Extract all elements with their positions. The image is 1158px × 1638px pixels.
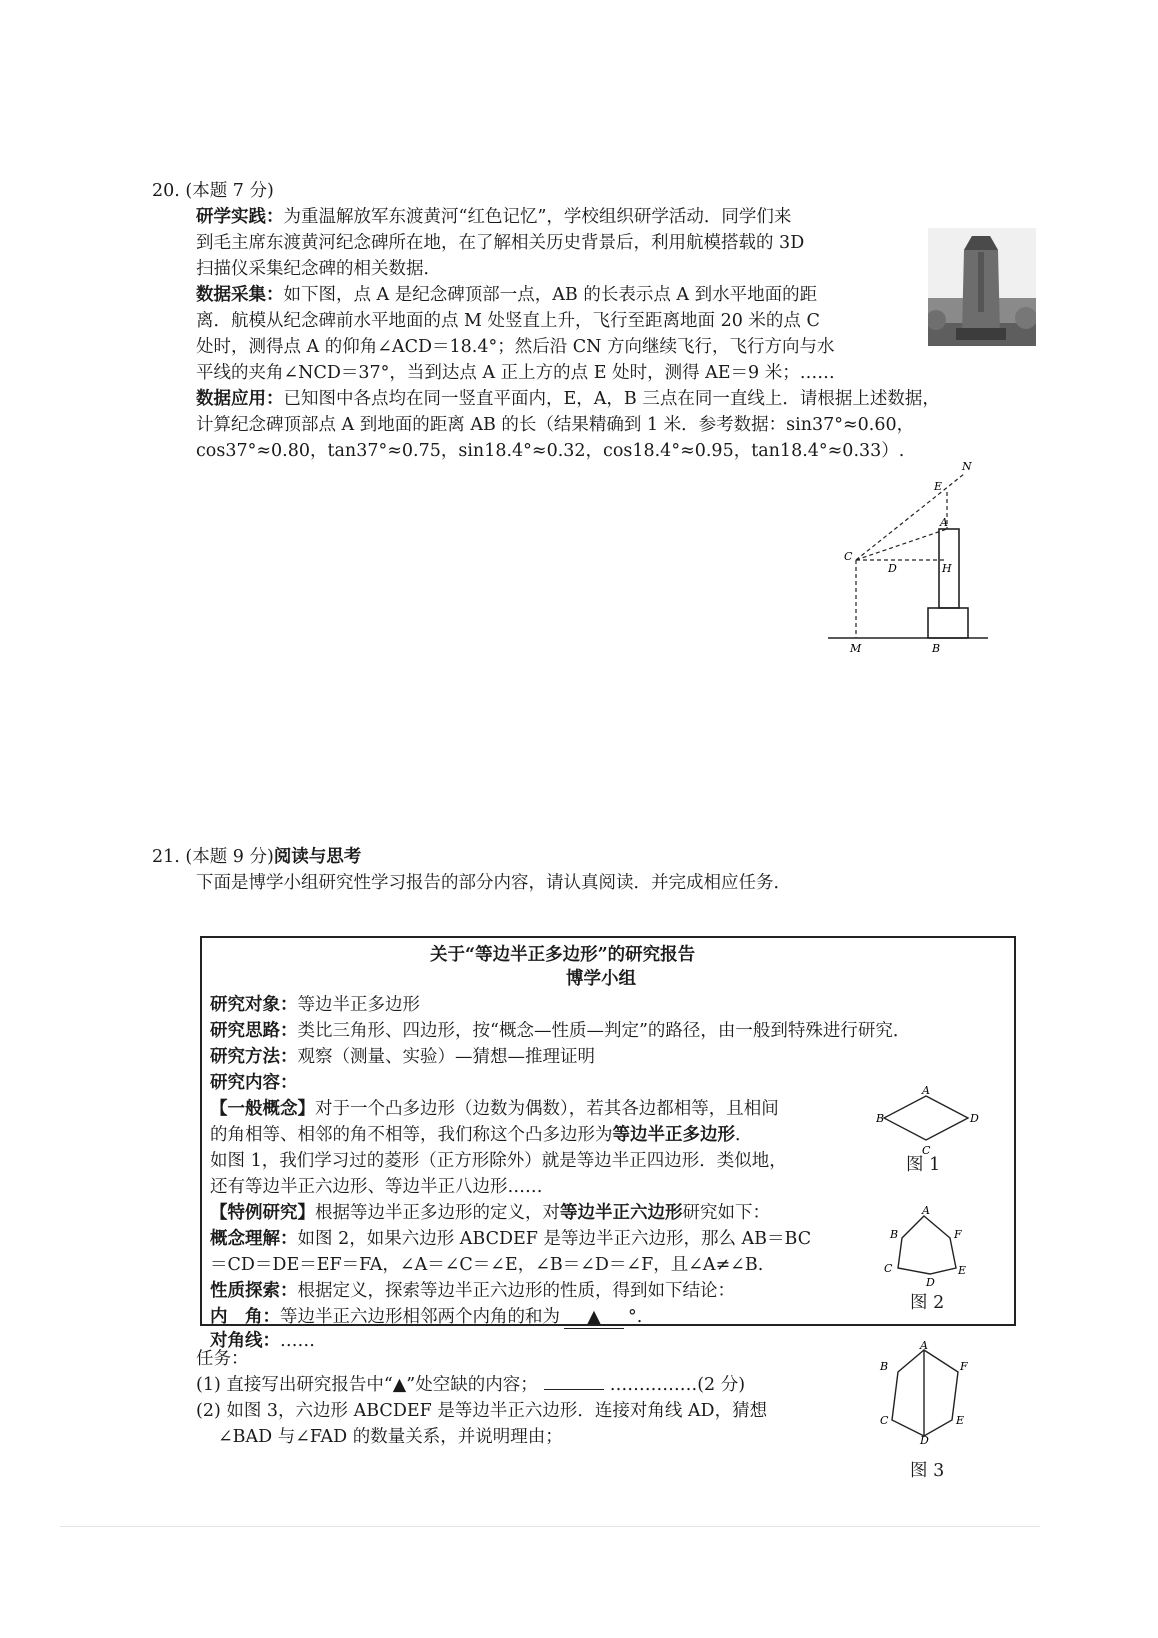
fig3-label-E: E — [956, 1414, 965, 1427]
fig2-label-B: B — [890, 1228, 899, 1241]
general-label: 【一般概念】 — [210, 1099, 315, 1119]
q20-practice-line2: 到毛主席东渡黄河纪念碑所在地，在了解相关历史背景后，利用航模搭载的 3D — [196, 233, 805, 253]
special-label: 【特例研究】 — [210, 1203, 315, 1223]
q21-header — [152, 846, 361, 868]
property-text: 根据定义，探索等边半正六边形的性质，得到如下结论： — [297, 1281, 735, 1301]
q20-figure — [812, 456, 1012, 656]
task2-line1: (2) 如图 3，六边形 ABCDEF 是等边半正六边形．连接对角线 AD，猜想 — [196, 1401, 768, 1421]
property-label: 性质探索： — [210, 1281, 298, 1301]
fig3-label-F: F — [960, 1360, 968, 1373]
general-line3: 如图 1，我们学习过的菱形（正方形除外）就是等边半正四边形．类似地， — [210, 1151, 787, 1171]
angle-text: 等边半正六边形相邻两个内角的和为 — [280, 1307, 560, 1327]
angle-blank: ▲ — [564, 1306, 624, 1329]
angle-unit: °. — [628, 1307, 643, 1327]
q20-collect-line2: 离．航模从纪念碑前水平地面的点 M 处竖直上升，飞行至距离地面 20 米的点 C — [196, 311, 820, 331]
method-text: 观察（测量、实验）—猜想—推理证明 — [297, 1047, 595, 1067]
fig2-label-F: F — [954, 1228, 962, 1241]
special-text-c: 研究如下： — [682, 1203, 770, 1223]
fig1-caption: 图 1 — [906, 1155, 941, 1175]
fig1-label-D: D — [970, 1112, 979, 1125]
fig2-label-D: D — [926, 1276, 935, 1289]
task1-dots: …………… — [609, 1375, 698, 1395]
q21-intro: 下面是博学小组研究性学习报告的部分内容，请认真阅读．并完成相应任务． — [196, 873, 791, 893]
q20-collect-line1 — [196, 284, 817, 306]
report-content-label: 研究内容： — [210, 1073, 298, 1093]
fig2-label-C: C — [884, 1262, 893, 1275]
fig2-caption: 图 2 — [910, 1293, 945, 1313]
special-line — [210, 1202, 770, 1224]
label-A: A — [940, 516, 948, 529]
label-M: M — [850, 642, 862, 655]
scan-edge-line — [60, 1526, 1040, 1527]
concept-line1 — [210, 1228, 811, 1250]
obj-text: 等边半正多边形 — [297, 995, 420, 1015]
fig3-label-A: A — [920, 1340, 928, 1352]
task1-answer-blank[interactable] — [544, 1389, 604, 1390]
q20-header: 20. (本题 7 分) — [152, 181, 274, 201]
q20-apply-text1: 已知图中各点均在同一竖直平面内，E，A，B 三点在同一直线上．请根据上述数据， — [283, 389, 940, 409]
q20-practice-label: 研学实践： — [196, 207, 284, 227]
task2-line2: ∠BAD 与∠FAD 的数量关系，并说明理由； — [218, 1427, 563, 1447]
obj-label: 研究对象： — [210, 995, 298, 1015]
fig2-hexagon — [880, 1206, 980, 1290]
report-title: 关于“等边半正多边形”的研究报告 — [430, 945, 696, 965]
q20-collect-line4: 平线的夹角∠NCD＝37°，当到达点 A 正上方的点 E 处时，测得 AE＝9 米；…… — [196, 363, 835, 383]
monument-photo — [928, 228, 1036, 346]
fig1-label-A: A — [922, 1086, 930, 1097]
method-label: 研究方法： — [210, 1047, 298, 1067]
angle-label: 内 角： — [210, 1307, 280, 1327]
fig3-caption: 图 3 — [910, 1461, 945, 1481]
fig1-label-C: C — [922, 1144, 931, 1157]
q20-collect-label: 数据采集： — [196, 285, 284, 305]
property-line — [210, 1280, 735, 1302]
fig3-hexagon — [874, 1340, 984, 1444]
fig2-label-A: A — [922, 1206, 930, 1217]
general-text2b: 等边半正多边形 — [612, 1125, 735, 1145]
q20-apply-line2: 计算纪念碑顶部点 A 到地面的距离 AB 的长（结果精确到 1 米．参考数据：sin37°≈0.60， — [196, 415, 915, 435]
label-N: N — [962, 460, 972, 473]
task1-line — [196, 1374, 745, 1396]
concept-line2: ＝CD＝DE＝EF＝FA，∠A＝∠C＝∠E，∠B＝∠D＝∠F，且∠A≠∠B. — [210, 1255, 764, 1275]
task1-text: (1) 直接写出研究报告中“▲”处空缺的内容； — [196, 1375, 538, 1395]
q20-apply-label: 数据应用： — [196, 389, 284, 409]
label-B: B — [932, 642, 941, 655]
fig3-label-D: D — [920, 1434, 929, 1444]
fig2-label-E: E — [958, 1264, 967, 1277]
report-method — [210, 1046, 595, 1068]
fig3-label-B: B — [880, 1360, 889, 1373]
task-label: 任务： — [196, 1349, 249, 1369]
concept-label: 概念理解： — [210, 1229, 298, 1249]
q20-practice-line1 — [196, 206, 791, 228]
diag-text: …… — [280, 1331, 315, 1351]
label-C: C — [844, 550, 853, 563]
special-text-a: 根据等边半正多边形的定义，对 — [315, 1203, 560, 1223]
report-group: 博学小组 — [566, 969, 636, 989]
q20-collect-text1: 如下图，点 A 是纪念碑顶部一点，AB 的长表示点 A 到水平地面的距 — [283, 285, 818, 305]
q20-collect-line3: 处时，测得点 A 的仰角∠ACD＝18.4°；然后沿 CN 方向继续飞行，飞行方向与水 — [196, 337, 835, 357]
general-line1 — [210, 1098, 779, 1120]
report-object — [210, 994, 420, 1016]
angle-line — [210, 1306, 642, 1329]
label-E: E — [934, 480, 943, 493]
q20-practice-text1: 为重温解放军东渡黄河“红色记忆”，学校组织研学活动．同学们来 — [283, 207, 792, 227]
general-text2c: ． — [735, 1125, 753, 1145]
q21-header-title: 阅读与思考 — [273, 847, 362, 867]
diag-label: 对角线： — [210, 1331, 280, 1351]
q20-practice-line3: 扫描仪采集纪念碑的相关数据． — [196, 259, 441, 279]
task1-score: (2 分) — [697, 1375, 746, 1395]
idea-text: 类比三角形、四边形，按“概念—性质—判定”的路径，由一般到特殊进行研究． — [297, 1021, 911, 1041]
ca-dashed — [856, 529, 947, 560]
idea-label: 研究思路： — [210, 1021, 298, 1041]
general-line2 — [210, 1124, 753, 1146]
label-H: H — [942, 562, 952, 575]
general-line4: 还有等边半正六边形、等边半正八边形…… — [210, 1177, 543, 1197]
concept-text1: 如图 2，如果六边形 ABCDEF 是等边半正六边形，那么 AB＝BC — [297, 1229, 812, 1249]
general-text1: 对于一个凸多边形（边数为偶数），若其各边都相等，且相间 — [315, 1099, 779, 1119]
report-idea — [210, 1020, 910, 1042]
fig1-label-B: B — [876, 1112, 885, 1125]
fig3-label-C: C — [880, 1414, 889, 1427]
label-D: D — [888, 562, 897, 575]
monument-base — [928, 608, 968, 638]
q20-apply-line1 — [196, 388, 940, 410]
general-text2a: 的角相等、相邻的角不相等，我们称这个凸多边形为 — [210, 1125, 613, 1145]
q21-header-num: 21. (本题 9 分) — [152, 847, 274, 867]
special-text-b: 等边半正六边形 — [560, 1203, 683, 1223]
q20-apply-line3: cos37°≈0.80，tan37°≈0.75，sin18.4°≈0.32，cos18.4°≈0.95，tan18.4°≈0.33）. — [196, 441, 905, 461]
